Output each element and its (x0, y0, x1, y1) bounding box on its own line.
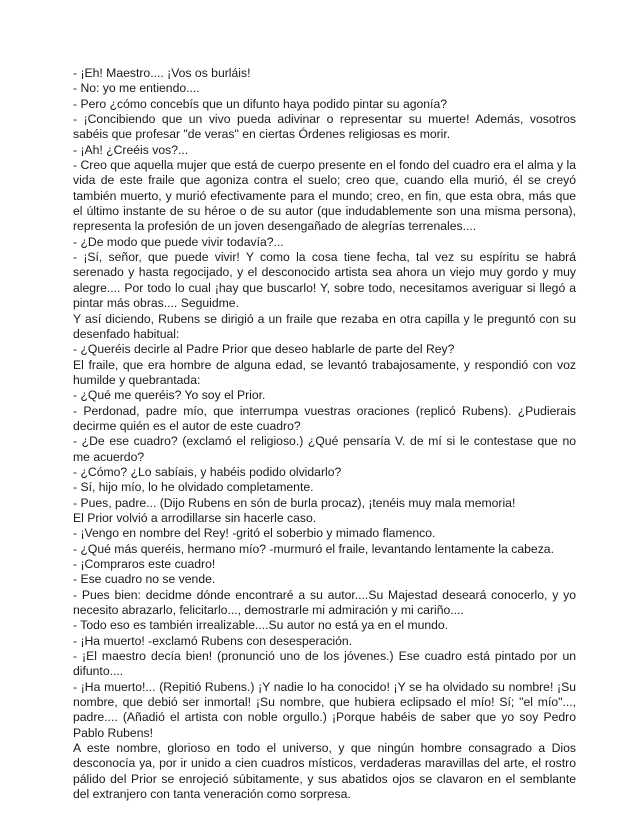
paragraph: - ¿Cómo? ¿Lo sabíais, y habéis podido olvidarlo? (73, 464, 342, 479)
paragraph: - ¿Queréis decirle al Padre Prior que deseo hablarle de parte del Rey? (73, 342, 455, 357)
paragraph: - Sí, hijo mío, lo he olvidado completamente. (73, 480, 314, 495)
paragraph: - No: yo me entiendo.... (73, 81, 200, 96)
paragraph: - ¿Qué me queréis? Yo soy el Prior. (73, 388, 266, 403)
paragraph: - Pero ¿cómo concebís que un difunto haya podido pintar su agonía? (73, 96, 447, 111)
paragraph: - Perdonad, padre mío, que interrumpa vuestras oraciones (replicó Rubens). ¿Pudierais decirme quién es el autor de este cuadro? (73, 403, 576, 433)
paragraph: - ¡Concibiendo que un vivo pueda adivinar o representar su muerte! Además, vosotros sabéis que profesar "de veras" en ciertas Órdenes religiosas es morir. (73, 112, 576, 142)
paragraph: - ¡Compraros este cuadro! (73, 557, 216, 571)
paragraph: - Ese cuadro no se vende. (73, 572, 216, 587)
paragraph: Y así diciendo, Rubens se dirigió a un fraile que rezaba en otra capilla y le preguntó con su desenfado habitual: (73, 311, 576, 341)
paragraph: - ¡Ha muerto! -exclamó Rubens con desesperación. (73, 633, 353, 648)
paragraph: - Creo que aquella mujer que está de cuerpo presente en el fondo del cuadro era el alma y la vida de este fraile que agoniza contra el suelo; creo que, cuando ella murió, él se creyó también muerto, y murió efectivamente para el mundo; creo, en fin, que esta obra, más que el último instante de su héroe o de su autor (que indudablemente son una misma persona), representa la profesión de un joven desengañado de alegrías terrenales.... (73, 158, 576, 234)
paragraph: - ¿De ese cuadro? (exclamó el religioso.) ¿Qué pensaría V. de mí si le contestase que no me acuerdo? (73, 434, 576, 464)
paragraph: A este nombre, glorioso en todo el universo, y que ningún hombre consagrado a Dios desconocía ya, por ir unido a cien cuadros místicos, verdaderas maravillas del arte, el rostro pálido del Prior se enrojeció súbitamente, y sus abatidos ojos se clavaron en el semblante del extranjero con tanta veneración como sorpresa. (73, 741, 576, 802)
paragraph: - Todo eso es también irrealizable....Su autor no está ya en el mundo. (73, 618, 449, 633)
paragraph: - ¡Ah! ¿Creéis vos?... (73, 142, 189, 157)
paragraph: - ¿De modo que puede vivir todavía?... (73, 234, 284, 249)
paragraph: - Pues, padre... (Dijo Rubens en són de burla procaz), ¡tenéis muy mala memoria! (73, 495, 516, 510)
paragraph: - ¿Qué más queréis, hermano mío? -murmuró el fraile, levantando lentamente la cabeza. (73, 541, 554, 556)
paragraph: El Prior volvió a arrodillarse sin hacerle caso. (73, 510, 317, 525)
paragraph: - ¡Vengo en nombre del Rey! -gritó el soberbio y mimado flamenco. (73, 526, 436, 541)
paragraph: - Pues bien: decidme dónde encontraré a su autor....Su Majestad deseará conocerlo, y yo necesito abrazarlo, felicitarlo..., demostrarle mi admiración y mi cariño.... (73, 587, 576, 618)
paragraph: El fraile, que era hombre de alguna edad, se levantó trabajosamente, y respondió con voz humilde y quebrantada: (73, 357, 576, 387)
paragraph: - ¡Eh! Maestro.... ¡Vos os burláis! (73, 66, 251, 80)
paragraph: - ¡Sí, señor, que puede vivir! Y como la cosa tiene fecha, tal vez su espíritu se habrá serenado y hasta regocijado, y el desconocido artista sea ahora un viejo muy gordo y muy alegre.... Por todo lo cual ¡hay que buscarlo! Y, sobre todo, necesitamos averiguar si llegó a pintar más obras.... Seguidme. (73, 250, 576, 311)
paragraph: - ¡El maestro decía bien! (pronunció uno de los jóvenes.) Ese cuadro está pintado por un difunto.... (73, 649, 576, 679)
paragraph: - ¡Ha muerto!... (Repitió Rubens.) ¡Y nadie lo ha conocido! ¡Y se ha olvidado su nombre! ¡Su nombre, que debió ser inmortal! ¡Su nombre, que hubiera eclipsado el mío! Sí; "el mío"..., padre.... (Añadió el artista con noble orgullo.) ¡Porque habéis de saber que yo soy Pedro Pablo Rubens! (73, 679, 576, 740)
document-page (73, 66, 576, 803)
